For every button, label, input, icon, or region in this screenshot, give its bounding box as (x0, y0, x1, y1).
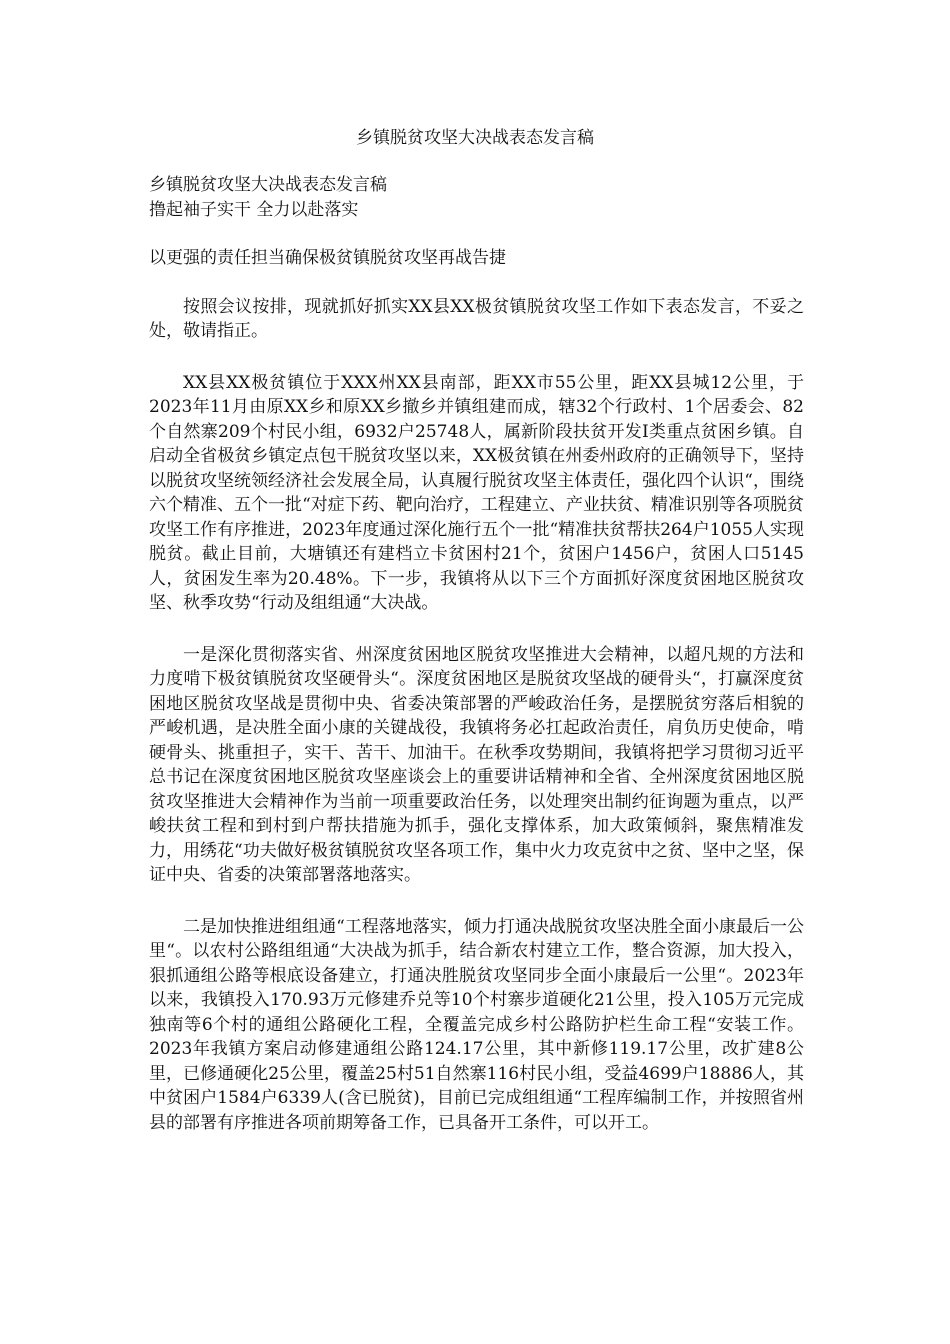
subtitle-2: 撸起袖子实干 全力以赴落实 (149, 199, 359, 220)
paragraph-point-one: 一是深化贯彻落实省、州深度贫困地区脱贫攻坚推进大会精神，以超凡规的方法和力度啃下极贫镇脱贫攻坚硬骨头“。深度贫困地区是脱贫攻坚战的硬骨头“，打赢深度贫困地区脱贫攻坚战是贯彻中央、省委决策部署的严峻政治任务，是摆脱贫穷落后相貌的严峻机遇，是决胜全面小康的关键战役，我镇将务必扛起政治责任，肩负历史使命，啃硬骨头、挑重担子，实干、苦干、加油干。在秋季攻势期间，我镇将把学习贯彻习近平总书记在深度贫困地区脱贫攻坚座谈会上的重要讲话精神和全省、全州深度贫困地区脱贫攻坚推进大会精神作为当前一项重要政治任务，以处理突出制约征询题为重点，以严峻扶贫工程和到村到户帮扶措施为抓手，强化支撑体系，加大政策倾斜，聚焦精准发力，用绣花“功夫做好极贫镇脱贫攻坚各项工作，集中火力攻克贫中之贫、坚中之坚，保证中央、省委的决策部署落地落实。 (149, 644, 804, 885)
subtitle-3: 以更强的责任担当确保极贫镇脱贫攻坚再战告捷 (149, 248, 506, 268)
document-body (149, 173, 804, 1135)
subtitle-1: 乡镇脱贫攻坚大决战表态发言稿 (149, 175, 387, 195)
paragraph-point-two: 二是加快推进组组通“工程落地落实，倾力打通决战脱贫攻坚决胜全面小康最后一公里“。以农村公路组组通“大决战为抓手，结合新农村建立工作，整合资源，加大投入，狠抓通组公路等根底设备建立，打通决胜脱贫攻坚同步全面小康最后一公里“。2023年以来，我镇投入170.93万元修建乔兑等10个村寨步道硬化21公里，投入105万元完成独南等6个村的通组公路硬化工程，全覆盖完成乡村公路防护栏生命工程“安装工作。2023年我镇方案启动修建通组公路124.17公里，其中新修119.17公里，改扩建8公里，已修通硬化25公里，覆盖25村51自然寨116村民小组，受益4699户18886人，其中贫困户1584户6339人(含已脱贫)，目前已完成组组通“工程库编制工作，并按照省州县的部署有序推进各项前期筹备工作，已具备开工条件，可以开工。 (149, 916, 804, 1133)
paragraph-intro: 按照会议按排，现就抓好抓实XX县XX极贫镇脱贫攻坚工作如下表态发言，不妥之处，敬请指正。 (149, 296, 804, 341)
document-title: 乡镇脱贫攻坚大决战表态发言稿 (356, 128, 594, 148)
paragraph-overview: XX县XX极贫镇位于XXX州XX县南部，距XX市55公里，距XX县城12公里，于2023年11月由原XX乡和原XX乡撤乡并镇组建而成，辖32个行政村、1个居委会、82个自然寨209个村民小组，6932户25748人，属新阶段扶贫开发I类重点贫困乡镇。自启动全省极贫乡镇定点包干脱贫攻坚以来，XX极贫镇在州委州政府的正确领导下，坚持以脱贫攻坚统领经济社会发展全局，认真履行脱贫攻坚主体责任，强化四个认识“，围绕六个精准、五个一批“对症下药、靶向治疗，工程建立、产业扶贫、精准识别等各项脱贫攻坚工作有序推进，2023年度通过深化施行五个一批“精准扶贫帮扶264户1055人实现脱贫。截止目前，大塘镇还有建档立卡贫困村21个，贫困户1456户，贫困人口5145人，贫困发生率为20.48%。下一步，我镇将从以下三个方面抓好深度贫困地区脱贫攻坚、秋季攻势“行动及组组通“大决战。 (149, 372, 804, 613)
